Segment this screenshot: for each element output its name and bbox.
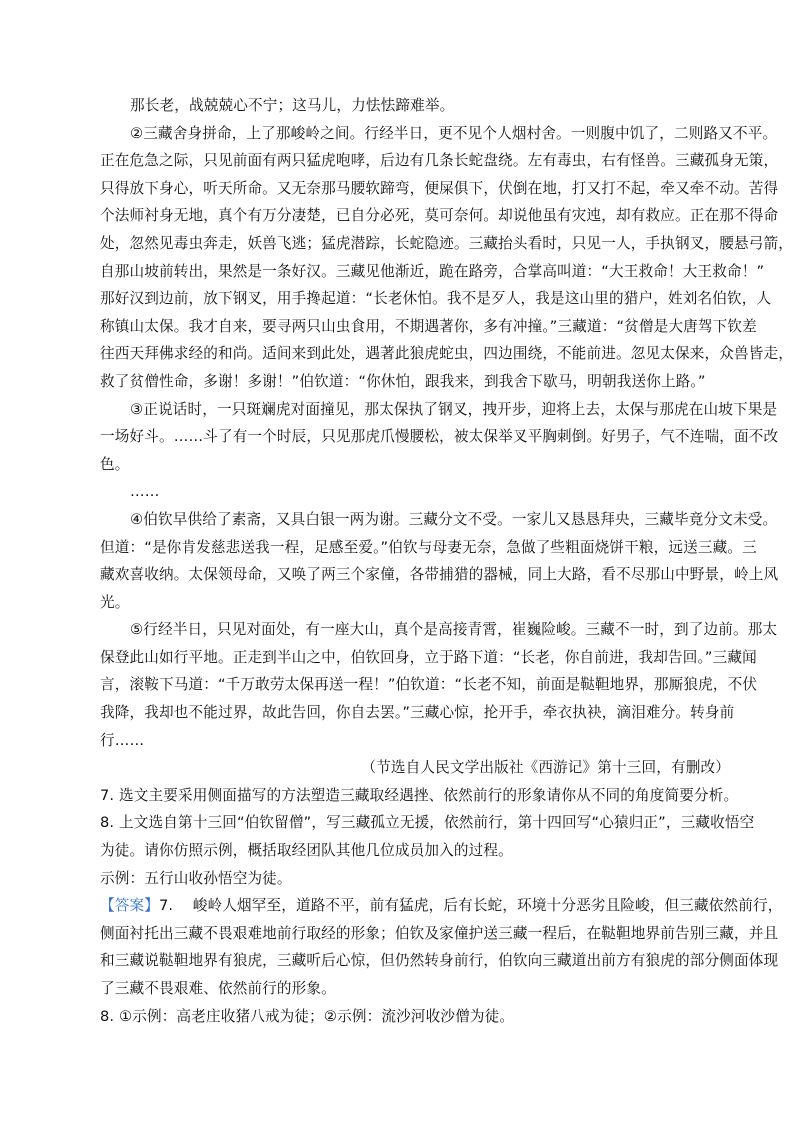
passage-line: 称镇山太保。我才自来，要寻两只山虫食用，不期遇著你，多有冲撞。”三藏道：“贫僧是大唐驾下钦差 xyxy=(100,317,757,335)
passage-line: 正在危急之际，只见前面有两只猛虎咆哮，后边有几条长蛇盘绕。左有毒虫，右有怪兽。三藏孤身无策， xyxy=(100,152,779,170)
question-8: 8. 上文选自第十三回“伯钦留僧”，写三藏孤立无援，依然前行，第十四回写“心猿归正”，三藏收悟空 xyxy=(100,814,755,832)
answer-8: 8. ①示例：高老庄收猪八戒为徒；②示例：流沙河收沙僧为徒。 xyxy=(100,1007,515,1025)
passage-line: 那好汉到边前，放下钢叉，用手搀起道：“长老休怕。我不是歹人，我是这山里的猎户，姓刘名伯钦，人 xyxy=(100,290,772,308)
question-8-continued: 为徒。请你仿照示例，概括取经团队其他几位成员加入的过程。 xyxy=(100,842,513,860)
passage-line: 藏欢喜收纳。太保领母命，又唤了两三个家僮，各带捕猎的器械，同上大路，看不尽那山中野景，岭上风 xyxy=(100,566,779,584)
source-citation: （节选自人民文学出版社《西游记》第十三回，有删改） xyxy=(361,759,730,777)
passage-paragraph-5-start: ⑤行经半日，只见对面处，有一座大山，真个是高接青霄，崔巍险峻。三藏不一时，到了边前。那太 xyxy=(130,621,778,639)
answer-line: 了三藏不畏艰难、依然前行的形象。 xyxy=(100,980,336,997)
passage-line: 言，滚鞍下马道：“千万敢劳太保再送一程！”伯钦道：“长老不知，前面是鞑靼地界，那厮狼虎，不伏 xyxy=(100,676,758,694)
passage-paragraph-4-start: ④伯钦早供给了素斋，又具白银一两为谢。三藏分文不受。一家儿又恳恳拜央，三藏毕竟分文未受。 xyxy=(130,510,778,528)
passage-paragraph-3-start: ③正说话时，一只斑斓虎对面撞见，那太保执了钢叉，拽开步，迎将上去，太保与那虎在山坡下果是 xyxy=(130,400,778,418)
question-8-example: 示例：五行山收孙悟空为徒。 xyxy=(100,869,292,887)
passage-line: 自那山坡前转出，果然是一条好汉。三藏见他渐近，跪在路旁，合掌高叫道：“大王救命！大王救命！” xyxy=(100,262,765,280)
passage-line: 处，忽然见毒虫奔走，妖兽飞逃；猛虎潜踪，长蛇隐迹。三藏抬头看时，只见一人，手执钢叉，腰悬弓箭， xyxy=(100,234,793,252)
document-page xyxy=(100,92,793,1030)
passage-line: 我降，我却也不能过界，故此告回，你自去罢。”三藏心惊，抡开手，牵衣执袂，滴泪难分。转身前 xyxy=(100,704,735,722)
passage-paragraph-2-start: ②三藏舍身拼命，上了那峻岭之间。行经半日，更不见个人烟村舍。一则腹中饥了，二则路又不平。 xyxy=(130,124,778,142)
answer-text: 7. 峻岭人烟罕至，道路不平，前有猛虎，后有长蛇，环境十分恶劣且险峻，但三藏依然前行， xyxy=(158,897,783,915)
answer-line: 侧面衬托出三藏不畏艰难地前行取经的形象；伯钦及家僮护送三藏一程后，在鞑靼地界前告别三藏，并且 xyxy=(100,924,779,942)
passage-line: 保登此山如行平地。正走到半山之中，伯钦回身，立于路下道：“长老，你自前进，我却告回。”三藏闻 xyxy=(100,648,757,666)
passage-line: 个法师衬身无地，真个有万分凄楚，已自分必死，莫可奈何。却说他虽有灾迍，却有救应。正在那不得命 xyxy=(100,207,779,225)
question-7: 7. 选文主要采用侧面描写的方法塑造三藏取经遇挫、依然前行的形象请你从不同的角度简要分析。 xyxy=(100,786,739,804)
passage-line: 往西天拜佛求经的和尚。适间来到此处，遇著此狼虎蛇虫，四边围绕，不能前进。忽见太保来，众兽皆走， xyxy=(100,345,793,363)
passage-line: 光。 xyxy=(100,593,130,611)
passage-line: 那长老，战兢兢心不宁；这马儿，力怯怯蹄难举。 xyxy=(130,97,455,114)
answer-line xyxy=(100,892,783,920)
passage-line: 但道：“是你肯发慈悲送我一程，足感至爱。”伯钦与母妻无奈，急做了些粗面烧饼干粮，远送三藏。三 xyxy=(100,538,757,556)
passage-line: 行…… xyxy=(100,731,145,749)
answer-tag: 【答案】 xyxy=(100,897,159,915)
answer-line: 和三藏说鞑靼地界有狼虎，三藏听后心惊，但仍然转身前行，伯钦向三藏道出前方有狼虎的部分侧面体现 xyxy=(100,952,779,970)
passage-line: 救了贫僧性命，多谢！多谢！”伯钦道：“你休怕，跟我来，到我舍下歇马，明朝我送你上路。” xyxy=(100,372,706,390)
passage-line: 只得放下身心，听天所命。又无奈那马腰软蹄弯，便屎俱下，伏倒在地，打又打不起，牵又牵不动。苦得 xyxy=(100,179,779,197)
passage-ellipsis: …… xyxy=(130,483,160,501)
passage-line: 色。 xyxy=(100,455,130,473)
passage-line: 一场好斗。……斗了有一个时辰，只见那虎爪慢腰松，被太保举叉平胸刺倒。好男子，气不连喘，面不改 xyxy=(100,428,779,446)
